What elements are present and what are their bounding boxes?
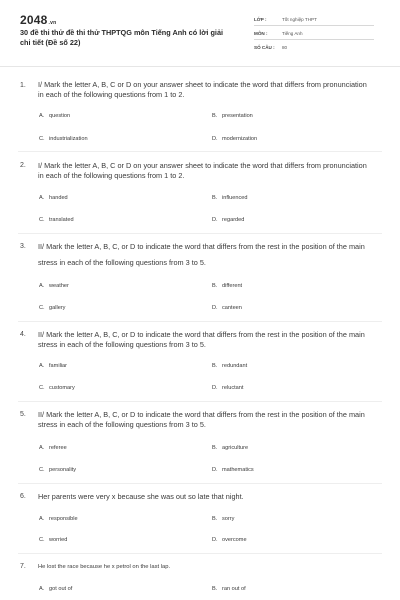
question-text: He lost the race because he x petrol on the last lap. bbox=[38, 564, 171, 570]
question-divider bbox=[18, 483, 382, 484]
question-text: I/ Mark the letter A, B, C or D on your answer sheet to indicate the word that differs from pronunciation in each of the following questions from 1 to 2. bbox=[38, 80, 367, 99]
option-b[interactable]: B. different bbox=[212, 283, 243, 289]
option-a[interactable]: A. referee bbox=[39, 445, 67, 451]
question-divider bbox=[18, 233, 382, 234]
question-number: 7. bbox=[20, 563, 26, 570]
site-logo[interactable] bbox=[20, 13, 56, 27]
question-number: 1. bbox=[20, 82, 26, 89]
option-a[interactable]: A. question bbox=[39, 113, 71, 119]
question-divider bbox=[18, 553, 382, 554]
option-a[interactable]: A. handed bbox=[39, 195, 68, 201]
option-a[interactable]: A. responsible bbox=[39, 516, 78, 522]
question-text: II/ Mark the letter A, B, C, or D to indicate the word that differs from the rest in the position of the main stress in each of the following questions from 3 to 5. bbox=[38, 330, 365, 349]
meta-class: LỚP : Tốt nghiệp THPT bbox=[254, 17, 317, 22]
option-b[interactable]: B. influenced bbox=[212, 195, 248, 201]
meta-divider bbox=[254, 25, 374, 26]
question-number: 6. bbox=[20, 493, 26, 500]
option-c[interactable]: C. industrialization bbox=[39, 136, 88, 142]
option-c[interactable]: C. translated bbox=[39, 217, 74, 223]
option-c[interactable]: C. customary bbox=[39, 385, 75, 391]
question-number: 5. bbox=[20, 411, 26, 418]
page-header bbox=[0, 0, 400, 64]
option-b[interactable]: B. presentation bbox=[212, 113, 253, 119]
question-number: 4. bbox=[20, 331, 26, 338]
question-text: I/ Mark the letter A, B, C or D on your answer sheet to indicate the word that differs from pronunciation in each of the following questions from 1 to 2. bbox=[38, 161, 367, 180]
document-title: 30 đề thi thử đề thi thử THPTQG môn Tiếng Anh có lời giải chi tiết (Đề số 22) bbox=[20, 28, 224, 47]
option-b[interactable]: B. ran out of bbox=[212, 586, 246, 592]
question-text: Her parents were very x because she was out so late that night. bbox=[38, 492, 244, 501]
question-divider bbox=[18, 151, 382, 152]
option-d[interactable]: D. regarded bbox=[212, 217, 245, 223]
option-d[interactable]: D. modernization bbox=[212, 136, 258, 142]
option-d[interactable]: D. canteen bbox=[212, 305, 242, 311]
meta-count: SỐ CÂU : 80 bbox=[254, 45, 288, 50]
option-a[interactable]: A. familiar bbox=[39, 363, 68, 369]
question-number: 2. bbox=[20, 162, 26, 169]
question-divider bbox=[18, 321, 382, 322]
option-c[interactable]: C. gallery bbox=[39, 305, 66, 311]
logo-sub: .vn bbox=[48, 20, 57, 26]
option-d[interactable]: D. reluctant bbox=[212, 385, 244, 391]
option-b[interactable]: B. redundant bbox=[212, 363, 248, 369]
meta-subject: MÔN : Tiếng Anh bbox=[254, 31, 303, 36]
option-b[interactable]: B. agriculture bbox=[212, 445, 249, 451]
question-number: 3. bbox=[20, 243, 26, 250]
logo-main: 2048 bbox=[20, 13, 48, 27]
option-d[interactable]: D. overcome bbox=[212, 537, 247, 543]
question-text: II/ Mark the letter A, B, C, or D to indicate the word that differs from the rest in the position of the main stress in each of the following questions from 3 to 5. bbox=[38, 242, 365, 267]
option-d[interactable]: D. mathematics bbox=[212, 467, 254, 473]
option-c[interactable]: C. worried bbox=[39, 537, 68, 543]
option-a[interactable]: A. weather bbox=[39, 283, 69, 289]
header-rule bbox=[0, 66, 400, 67]
option-c[interactable]: C. personality bbox=[39, 467, 77, 473]
question-text: II/ Mark the letter A, B, C, or D to indicate the word that differs from the rest in the position of the main stress in each of the following questions from 3 to 5. bbox=[38, 410, 365, 429]
option-b[interactable]: B. sorry bbox=[212, 516, 235, 522]
option-a[interactable]: A. got out of bbox=[39, 586, 73, 592]
meta-divider bbox=[254, 39, 374, 40]
question-divider bbox=[18, 401, 382, 402]
